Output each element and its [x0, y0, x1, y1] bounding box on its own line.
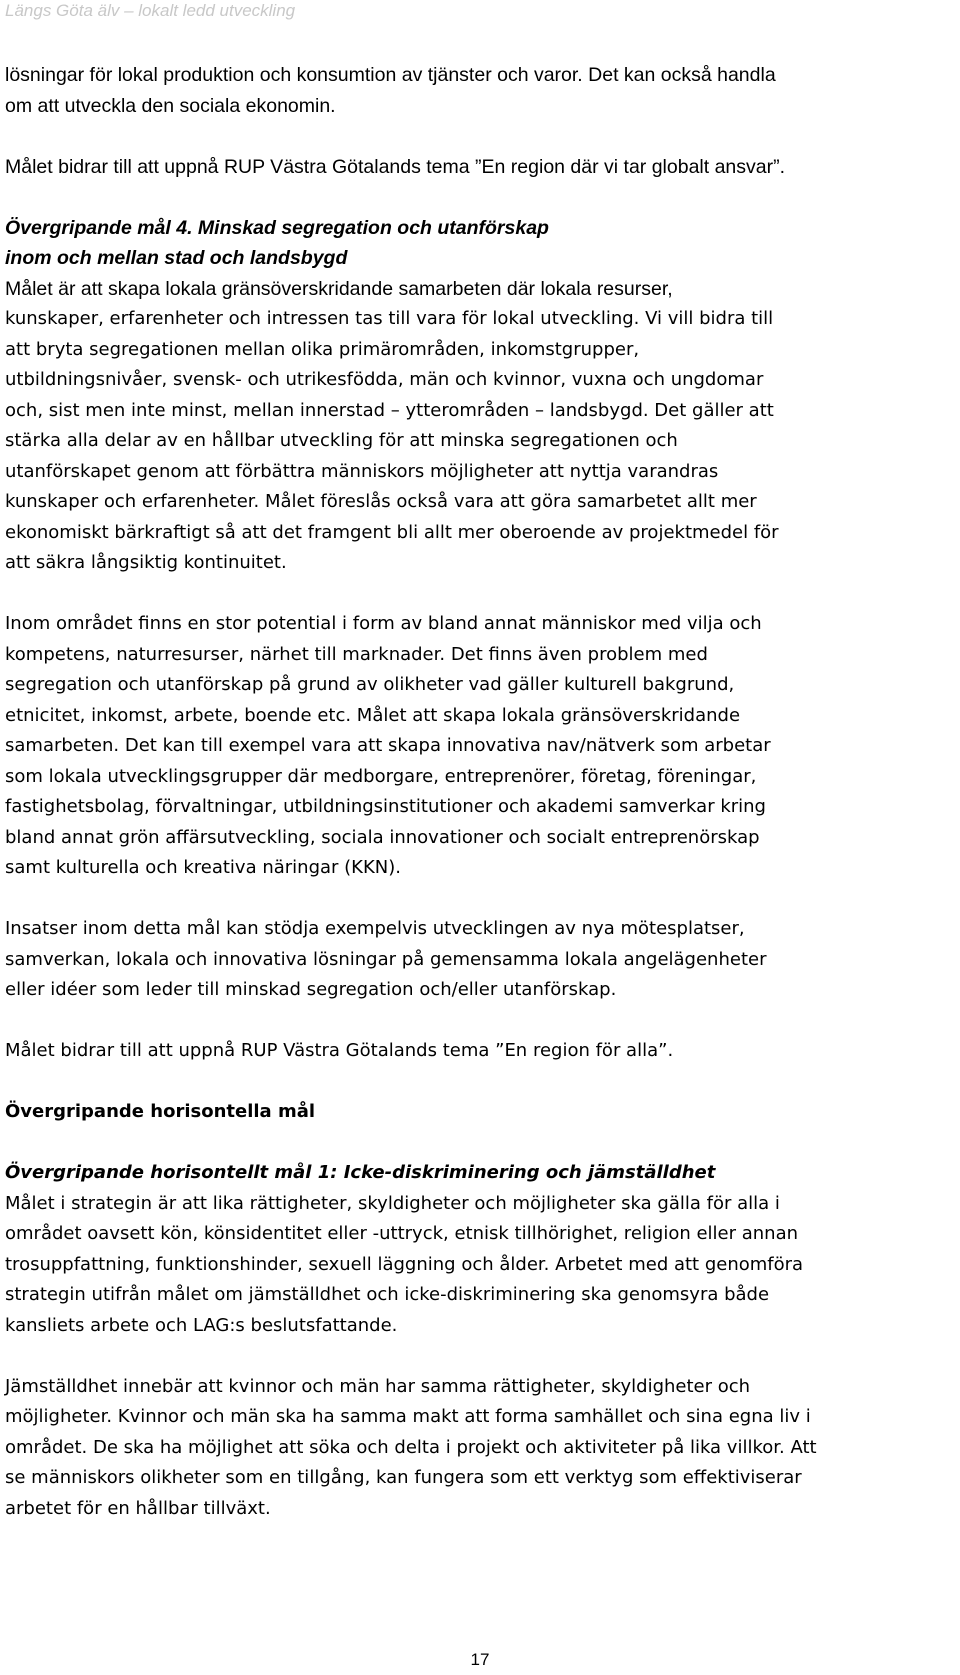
- paragraph-gap: [5, 1341, 950, 1372]
- text-line: arbetet för en hållbar tillväxt.: [5, 1497, 271, 1519]
- text-line: området oavsett kön, könsidentitet eller -uttryck, etnisk tillhörighet, religion eller annan: [5, 1223, 799, 1244]
- text-line: strategin utifrån målet om jämställdhet och icke-diskriminering ska genomsyra både: [5, 1284, 770, 1305]
- horizontal-goal-1: [5, 1158, 950, 1341]
- paragraph-gap: [5, 121, 950, 152]
- potential-paragraph: [5, 609, 950, 884]
- text-line: ekonomiskt bärkraftigt så att det framgent bli allt mer oberoende av projektmedel för: [5, 521, 779, 543]
- text-line: segregation och utanförskap på grund av olikheter vad gäller kulturell bakgrund,: [5, 674, 735, 695]
- goal-4-section: [5, 213, 950, 305]
- text-line: fastighetsbolag, förvaltningar, utbildningsinstitutioner och akademi samverkar kring: [5, 796, 766, 817]
- paragraph-gap: [5, 884, 950, 915]
- horizontal-goal-1-heading: Övergripande horisontellt mål 1: Icke-diskriminering och jämställdhet: [5, 1162, 716, 1183]
- goal-4-heading: Övergripande mål 4. Minskad segregation och utanförskap: [5, 216, 549, 239]
- document-body: [5, 60, 950, 1524]
- page-number: 17: [470, 1650, 490, 1669]
- goal-4-heading-continued: inom och mellan stad och landsbygd: [5, 247, 348, 269]
- text-line: etnicitet, inkomst, arbete, boende etc. Målet att skapa lokala gränsöverskridande: [5, 704, 741, 726]
- text-line: kompetens, naturresurser, närhet till marknader. Det finns även problem med: [5, 643, 708, 665]
- text-line: trosuppfattning, funktionshinder, sexuell läggning och ålder. Arbetet med att genomföra: [5, 1253, 804, 1275]
- text-line: samarbeten. Det kan till exempel vara att skapa innovativa nav/nätverk som arbetar: [5, 735, 771, 756]
- text-line: se människors olikheter som en tillgång, kan fungera som ett verktyg som effektiviserar: [5, 1467, 802, 1488]
- text-line: Målet i strategin är att lika rättigheter, skyldigheter och möjligheter ska gälla för alla i: [5, 1192, 780, 1214]
- text-line: Målet bidrar till att uppnå RUP Västra Götalands tema ”En region där vi tar globalt ansvar”.: [5, 155, 786, 178]
- text-line: eller idéer som leder till minskad segregation och/eller utanförskap.: [5, 979, 617, 1000]
- text-line: utbildningsnivåer, svensk- och utrikesfödda, män och kvinnor, vuxna och ungdomar: [5, 369, 764, 390]
- text-line: om att utveckla den sociala ekonomin.: [5, 94, 336, 117]
- text-line: Jämställdhet innebär att kvinnor och män har samma rättigheter, skyldigheter och: [5, 1375, 751, 1397]
- rup-statement-global: [5, 152, 950, 183]
- text-line: kansliets arbete och LAG:s beslutsfattande.: [5, 1314, 398, 1336]
- goal-4-paragraph: [5, 304, 950, 579]
- horizontal-goals-heading: Övergripande horisontella mål: [5, 1101, 316, 1122]
- paragraph-gap: [5, 182, 950, 213]
- text-line: kunskaper och erfarenheter. Målet föreslås också vara att göra samarbetet allt mer: [5, 491, 757, 512]
- text-line: Insatser inom detta mål kan stödja exempelvis utvecklingen av nya mötesplatser,: [5, 918, 745, 939]
- paragraph-gap: [5, 579, 950, 610]
- paragraph-gap: [5, 1128, 950, 1159]
- text-line: Målet bidrar till att uppnå RUP Västra Götalands tema ”En region för alla”.: [5, 1040, 674, 1061]
- equality-paragraph: [5, 1372, 950, 1525]
- text-line: samt kulturella och kreativa näringar (KKN).: [5, 857, 401, 878]
- rup-statement-region: [5, 1036, 950, 1067]
- insatser-paragraph: [5, 914, 950, 1006]
- text-line: utanförskapet genom att förbättra människors möjligheter att nyttja varandras: [5, 460, 719, 482]
- paragraph-gap: [5, 1006, 950, 1037]
- text-line: möjligheter. Kvinnor och män ska ha samma makt att forma samhället och sina egna liv i: [5, 1406, 811, 1427]
- text-line: bland annat grön affärsutveckling, sociala innovationer och socialt entreprenörskap: [5, 826, 760, 848]
- text-line: att bryta segregationen mellan olika primärområden, inkomstgrupper,: [5, 338, 640, 360]
- text-line: som lokala utvecklingsgrupper där medborgare, entreprenörer, företag, föreningar,: [5, 765, 757, 787]
- text-line: och, sist men inte minst, mellan innerstad – ytterområden – landsbygd. Det gäller att: [5, 399, 774, 421]
- text-line: kunskaper, erfarenheter och intressen tas till vara för lokal utveckling. Vi vill bidra till: [5, 308, 774, 329]
- paragraph-gap: [5, 1067, 950, 1098]
- running-header: Längs Göta älv – lokalt ledd utveckling: [5, 1, 296, 20]
- horizontal-goals-section: [5, 1097, 950, 1128]
- text-line: att säkra långsiktig kontinuitet.: [5, 552, 287, 573]
- intro-paragraph: [5, 60, 950, 121]
- text-line: området. De ska ha möjlighet att söka och delta i projekt och aktiviteter på lika villkor. Att: [5, 1436, 817, 1458]
- text-line: Inom området finns en stor potential i form av bland annat människor med vilja och: [5, 613, 762, 634]
- text-line: lösningar för lokal produktion och konsumtion av tjänster och varor. Det kan också handla: [5, 64, 776, 86]
- text-line: stärka alla delar av en hållbar utveckling för att minska segregationen och: [5, 430, 678, 451]
- text-line: Målet är att skapa lokala gränsöverskridande samarbeten där lokala resurser,: [5, 277, 673, 300]
- text-line: samverkan, lokala och innovativa lösningar på gemensamma lokala angelägenheter: [5, 948, 767, 970]
